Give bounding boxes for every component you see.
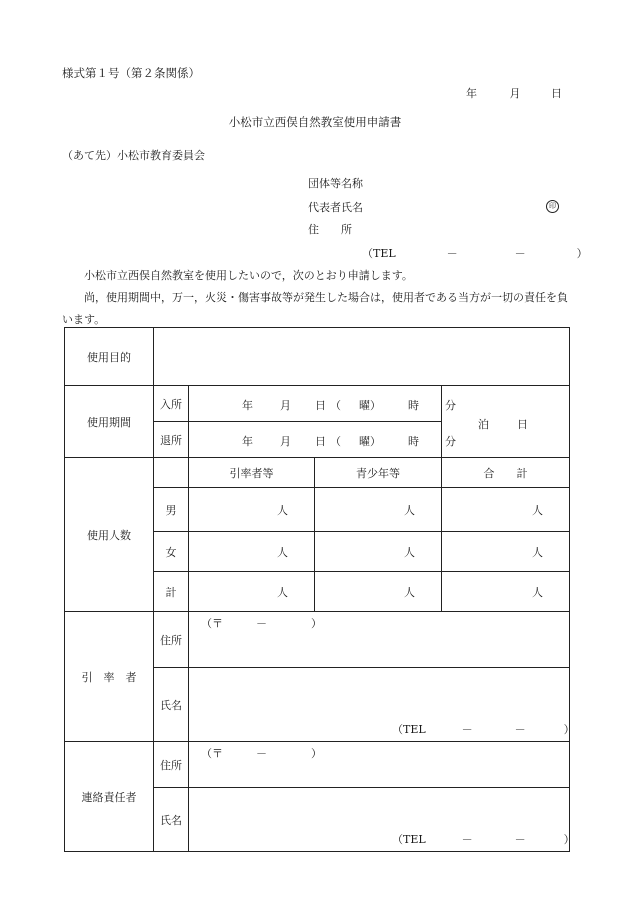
headcount-corner-cell [154,458,189,488]
check-in-datetime-field[interactable] [189,386,456,422]
header-total: 合 計 [442,458,570,488]
check-out-datetime-field[interactable] [189,422,456,458]
total-youth-field[interactable]: 人 [315,572,442,612]
purpose-label: 使用目的 [65,328,154,386]
paren-open: （ [330,399,341,412]
contact-address-field[interactable] [189,742,570,788]
tel-open: （TEL [362,247,396,260]
header-leaders: 引率者等 [189,458,315,488]
date-month-field[interactable]: 月 [509,87,521,100]
contact-name-field[interactable] [189,788,575,852]
headcount-label: 使用人数 [65,458,154,612]
row-label-female: 女 [154,532,189,572]
leader-name-label: 氏名 [154,668,189,742]
day-unit: 日 [315,435,326,448]
org-name-label: 団体等名称 [308,177,363,190]
representative-name-label: 代表者氏名 [308,201,363,214]
day-unit: 日 [315,399,326,412]
female-total-field[interactable]: 人 [442,532,570,572]
check-out-label: 退所 [154,422,189,458]
seal-mark: 印 [546,200,559,213]
liability-statement: 尚，使用期間中，万一，火災・傷害事故等が発生した場合は，使用者である当方が一切の責任を負います。 [62,291,568,326]
leader-tel-line: （TEL － － ） [392,723,575,736]
application-statement: 小松市立西俣自然教室を使用したいので，次のとおり申請します。 [84,269,413,282]
postal-code-hint: （〒 － ） [201,617,322,630]
female-leaders-field[interactable]: 人 [189,532,315,572]
leader-name-field[interactable] [189,668,575,742]
purpose-field[interactable] [154,328,570,386]
tel-close: ） [576,247,588,260]
leader-address-field[interactable] [189,612,570,668]
male-leaders-field[interactable]: 人 [189,488,315,532]
form-number-label: 様式第１号（第２条関係） [62,66,200,80]
tel-dash: － [446,247,458,260]
header-youth: 青少年等 [315,458,442,488]
row-label-total: 計 [154,572,189,612]
weekday-unit: 曜） [359,399,381,412]
total-total-field[interactable]: 人 [442,572,570,612]
stay-duration-field[interactable] [442,386,570,458]
minute-unit: 分 [445,435,456,448]
year-unit: 年 [242,435,253,448]
period-label: 使用期間 [65,386,154,458]
hour-unit: 時 [408,435,419,448]
tel-dash: － [514,247,526,260]
contact-person-label: 連絡責任者 [65,742,154,852]
year-unit: 年 [242,399,253,412]
applicant-tel-line[interactable] [362,248,588,259]
female-youth-field[interactable]: 人 [315,532,442,572]
contact-tel-line: （TEL － － ） [392,833,575,846]
paren-open: （ [330,435,341,448]
contact-address-label: 住所 [154,742,189,788]
month-unit: 月 [280,435,291,448]
total-leaders-field[interactable]: 人 [189,572,315,612]
date-day-field[interactable]: 日 [551,87,562,100]
leader-address-label: 住所 [154,612,189,668]
male-youth-field[interactable]: 人 [315,488,442,532]
application-form-table [64,327,575,852]
days-unit: 日 [517,418,528,431]
month-unit: 月 [280,399,291,412]
date-year-field[interactable]: 年 [466,87,477,100]
row-label-male: 男 [154,488,189,532]
document-title: 小松市立西俣自然教室使用申請書 [228,115,402,129]
nights-unit: 泊 [478,418,489,431]
addressee: （あて先）小松市教育委員会 [62,149,205,162]
male-total-field[interactable]: 人 [442,488,570,532]
postal-code-hint: （〒 － ） [201,747,322,760]
check-in-label: 入所 [154,386,189,422]
minute-unit: 分 [445,399,456,412]
leader-label: 引 率 者 [65,612,154,742]
date-line [443,88,562,99]
weekday-unit: 曜） [359,435,381,448]
hour-unit: 時 [408,399,419,412]
applicant-address-label: 住 所 [308,223,352,236]
contact-name-label: 氏名 [154,788,189,852]
